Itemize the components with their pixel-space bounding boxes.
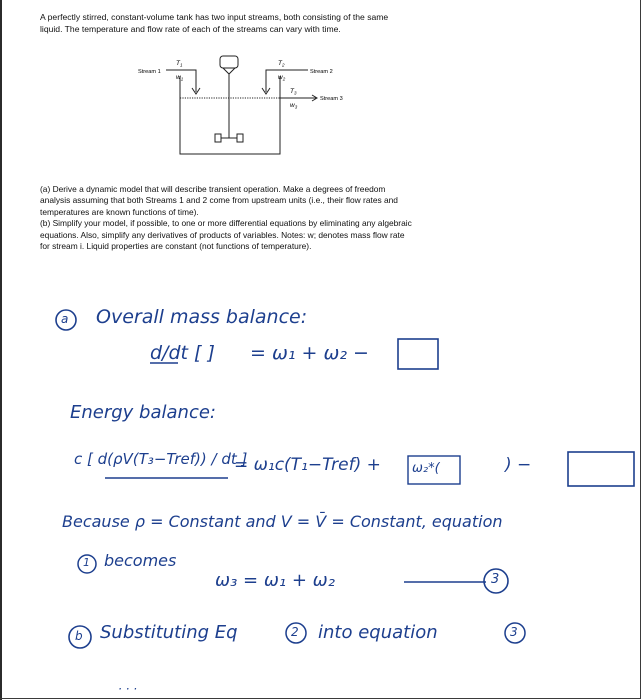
becomes-word: becomes: [104, 551, 177, 570]
energy-balance-heading: Energy balance:: [70, 402, 216, 423]
stream2-pipe: [266, 70, 308, 92]
circle-2-label: 2: [291, 625, 299, 639]
energy-box-term: ω₂*(: [412, 461, 440, 476]
stream1-label: Stream 1: [138, 69, 161, 75]
bottom-fragment: · · ·: [118, 682, 138, 696]
problem-statement: [40, 12, 412, 35]
w3-label: $w_3$: [290, 102, 298, 110]
because-line: Because ρ = Constant and V = V̄ = Constant, equation: [62, 512, 503, 531]
circle-b-label: b: [75, 629, 83, 643]
problem-intro: A perfectly stirred, constant-volume tank has two input streams, both consisting of the same liquid. The temperature and flow rate of each of the streams can vary with time.: [40, 12, 389, 34]
w2-label: $w_2$: [278, 74, 286, 82]
tank-wall: [180, 76, 280, 154]
w3-equation: ω₃ = ω₁ + ω₂: [215, 570, 335, 591]
energy-tail-term: ) −: [505, 455, 532, 475]
motor-base: [223, 68, 235, 74]
problem-part-b: (b) Simplify your model, if possible, to one or more differential equations by eliminating any algebraic equations. Also, simplify any derivatives of products of variables. Notes: w; denotes mass flow rate for stream i. Liquid properties are constant (not functions of temperature).: [40, 218, 412, 252]
substituting-line: Substituting Eq: [100, 622, 238, 643]
circle-1-label: 1: [83, 556, 90, 569]
impeller-blade-left: [215, 134, 221, 142]
energy-balance-rhs: = ω₁c(T₁−Tref) +: [234, 455, 381, 475]
circle-3b-label: 3: [510, 625, 518, 639]
energy-balance-lhs: c [ d(ρV(T₃−Tref)) / dt ]: [74, 450, 248, 468]
mass-balance-heading: Overall mass balance:: [96, 306, 308, 328]
eq3-number: 3: [491, 572, 500, 587]
t3-label: $T_3$: [290, 88, 297, 96]
stream3-label: Stream 3: [320, 96, 343, 102]
mass-balance-rhs: = ω₁ + ω₂ −: [250, 342, 369, 364]
mass-balance-lhs: d/dt [ ]: [150, 342, 215, 364]
t1-label: $T_1$: [176, 60, 183, 68]
stream2-label: Stream 2: [310, 69, 333, 75]
motor-icon: [220, 56, 238, 68]
impeller-blade-right: [237, 134, 243, 142]
problem-parts: [40, 184, 412, 252]
into-equation-text: into equation: [318, 622, 438, 643]
tank-diagram: [130, 52, 360, 172]
w1-label: $w_1$: [176, 74, 184, 82]
circle-a-label: a: [61, 312, 69, 326]
t2-label: $T_2$: [278, 60, 285, 68]
problem-part-a: (a) Derive a dynamic model that will describe transient operation. Make a degrees of freedom analysis assuming that both Streams 1 and 2 come from upstream units (i.e., their flow rates and temperatures are known functions of time).: [40, 184, 398, 217]
